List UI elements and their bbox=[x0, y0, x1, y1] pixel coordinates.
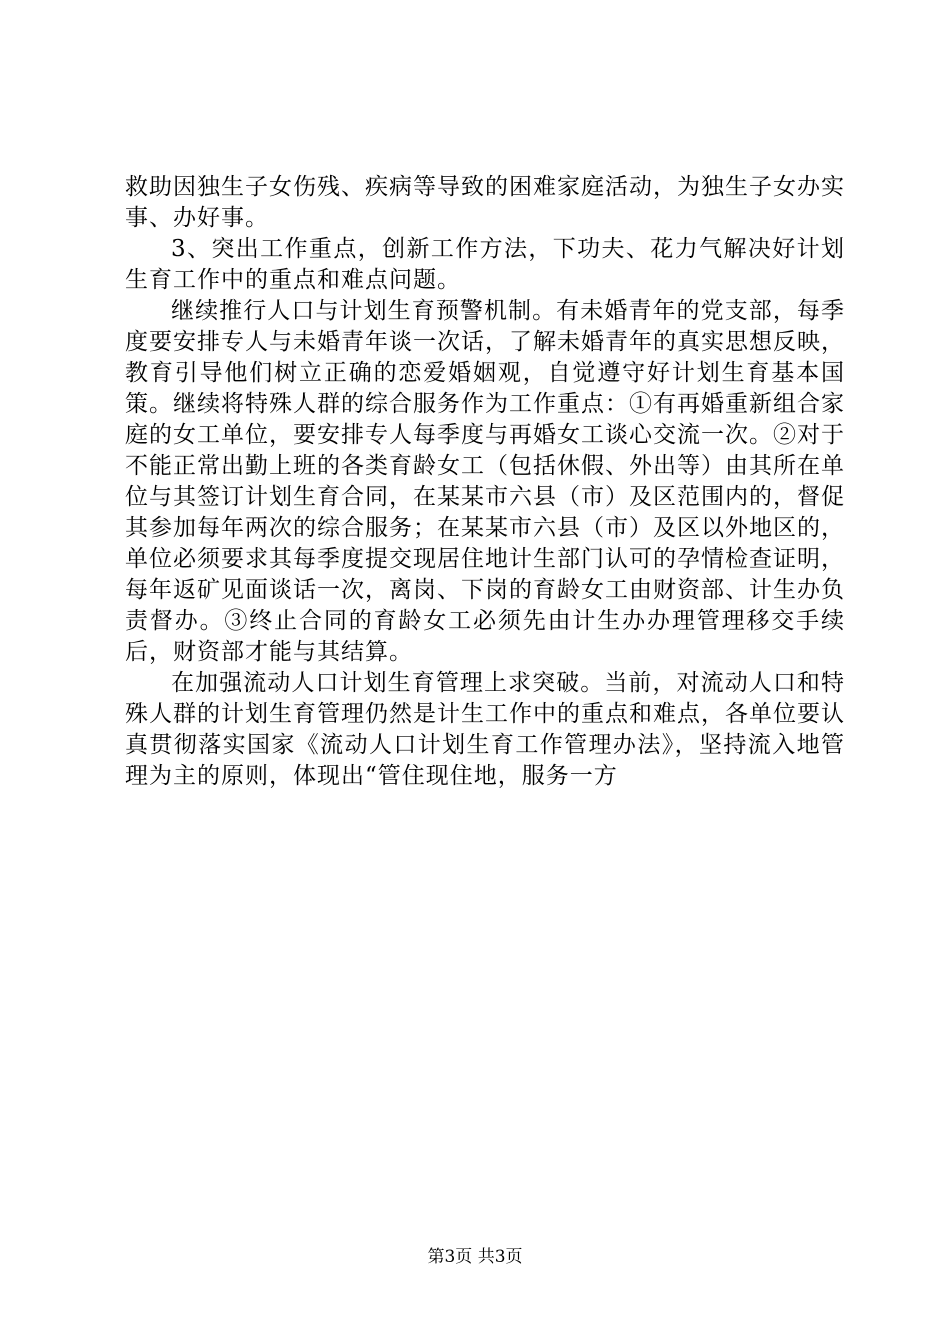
paragraph-warning-mechanism: 继续推行人口与计划生育预警机制。有未婚青年的党支部，每季度要安排专人与未婚青年谈一次话，了解未婚青年的真实思想反映，教育引导他们树立正确的恋爱婚姻观，自觉遵守好计划生育基本国策。继续将特殊人群的综合服务作为工作重点：①有再婚重新组合家庭的女工单位，要安排专人每季度与再婚女工谈心交流一次。②对于不能正常出勤上班的各类育龄女工（包括休假、外出等）由其所在单位与其签订计划生育合同，在某某市六县（市）及区范围内的，督促其参加每年两次的综合服务；在某某市六县（市）及区以外地区的，单位必须要求其每季度提交现居住地计生部门认可的孕情检查证明，每年返矿见面谈话一次，离岗、下岗的育龄女工由财资部、计生办负责督办。③终止合同的育龄女工必须先由计生办办理管理移交手续后，财资部才能与其结算。 bbox=[125, 298, 845, 665]
document-body bbox=[125, 172, 845, 792]
paragraph-continuation: 救助因独生子女伤残、疾病等导致的困难家庭活动，为独生子女办实事、办好事。 bbox=[125, 174, 845, 231]
paragraph-section-3: 3、突出工作重点，创新工作方法，下功夫、花力气解决好计划生育工作中的重点和难点问题。 bbox=[125, 236, 845, 293]
page-number-label: 第3页 共3页 bbox=[427, 1247, 523, 1267]
paragraph-floating-population: 在加强流动人口计划生育管理上求突破。当前，对流动人口和特殊人群的计划生育管理仍然是计生工作中的重点和难点，各单位要认真贯彻落实国家《流动人口计划生育工作管理办法》，坚持流入地管理为主的原则，体现出“管住现住地，服务一方 bbox=[125, 670, 845, 789]
page-footer bbox=[0, 1242, 950, 1267]
